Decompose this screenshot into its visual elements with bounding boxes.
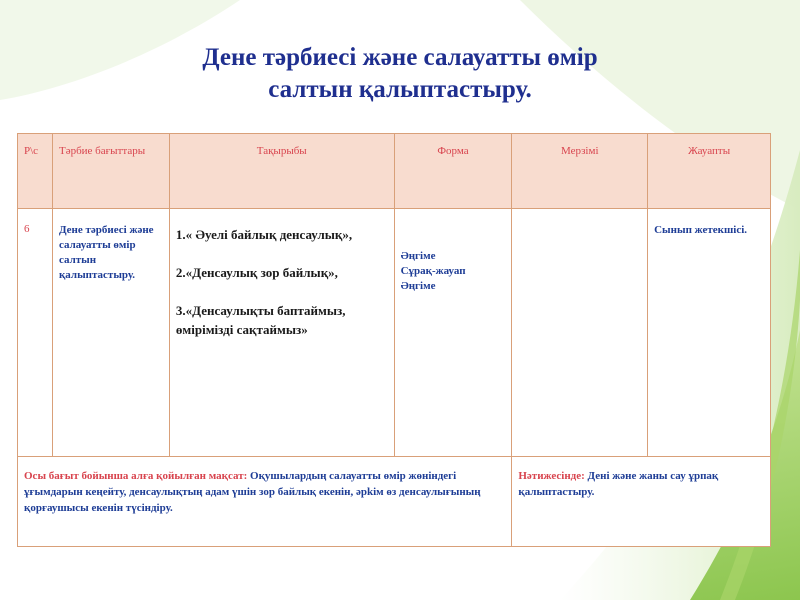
form-item: Әңгіме [400,280,436,292]
plan-table [17,133,771,547]
goal-label: Осы бағыт бойынша алға қойылған мақсат: [24,470,248,482]
table-header-row [18,134,771,209]
topic-item: 3.«Денсаулықты баптаймыз, өмірімізді сақтаймыз» [175,303,346,337]
header-num: Р\с [18,134,53,209]
goal-text: Оқушылардың салауатты өмір жөніндегі ұғымдарын кеңейту, денсаулықтың адам үшін зор байлық екенін, әрkiм өз денсаулығының қорғаушысы екенін түсіндіру. [24,470,481,514]
header-direction: Тәрбие бағыттары [52,134,169,209]
topic-item: 1.« Әуелі байлық денсаулық», [175,227,353,242]
topic-item: 2.«Денсаулық зор байлық», [175,265,338,280]
page-title [150,42,650,106]
header-form: Форма [394,134,512,209]
result-text: Дені және жаны сау ұрпақ қалыптастыру. [518,470,719,498]
header-term: Мерзімі [512,134,648,209]
row-num: 6 [18,209,53,457]
title-line-1: Дене тәрбиесі және салауатты өмір [202,44,598,71]
table-summary-row [18,457,771,547]
header-responsible: Жауапты [648,134,771,209]
goal-cell [18,457,512,547]
header-topic: Тақырыбы [169,134,394,209]
row-term [512,209,648,457]
result-cell [512,457,771,547]
result-label: Нәтижесінде: [518,470,585,482]
form-item: Әңгіме [400,250,436,262]
row-topics [169,209,394,457]
form-item: Сұрақ-жауап [400,265,466,277]
row-responsible: Сынып жетекшісі. [648,209,771,457]
row-forms [394,209,512,457]
row-direction: Дене тәрбиесі және салауатты өмір салтын қалыптастыру. [52,209,169,457]
table-row [18,209,771,457]
title-line-2: салтын қалыптастыру. [268,76,532,103]
